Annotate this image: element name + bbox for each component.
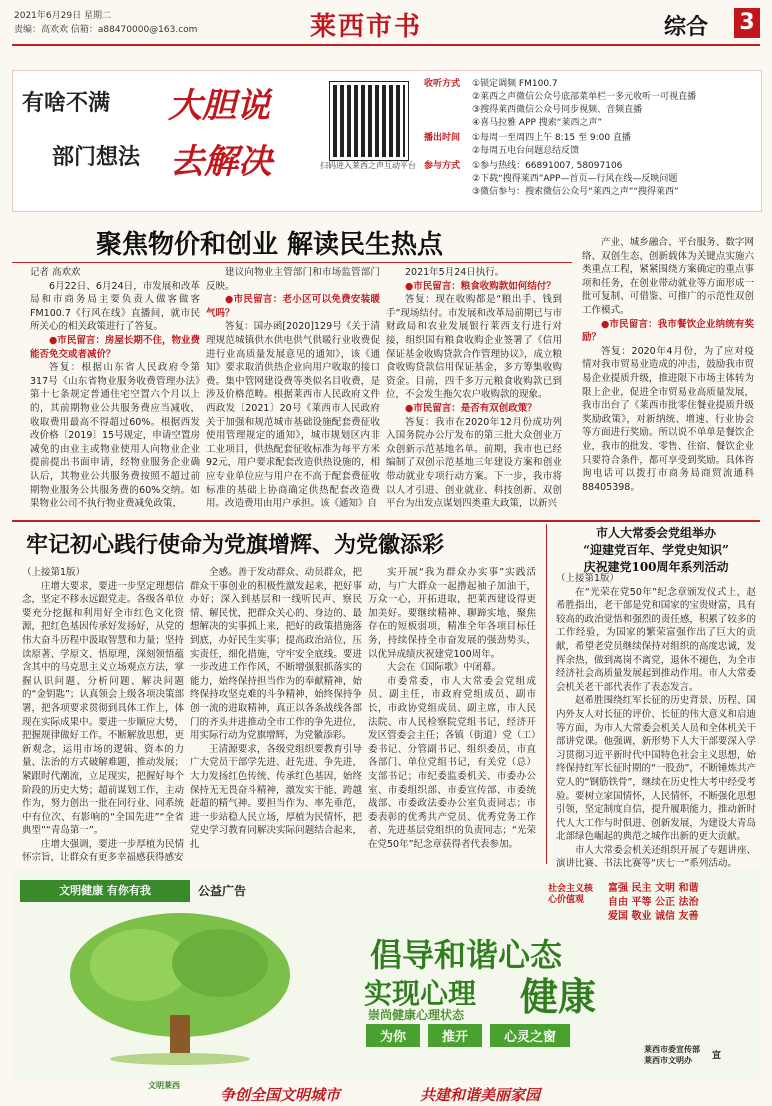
question: ●市民留言：是否有双创政策？: [405, 402, 537, 414]
ad-title3: 崇尚健康心理状态: [368, 1008, 465, 1022]
question: ●市民留言：房屋长期不住，物业费能否免交或者减价？: [30, 334, 200, 360]
core-values-row: 自由 平等 公正 法治: [608, 897, 699, 908]
ad-title2-emph: 健康: [520, 974, 597, 1019]
article1-col1: [30, 266, 200, 552]
listen-item: ②莱西之声微信公众号底部菜单栏一多元收听一可视直播: [472, 92, 697, 102]
footer-slogan2: 共建和谐美丽家园: [420, 1086, 541, 1104]
ad-slogan: [366, 1024, 570, 1047]
article3-body: [556, 572, 756, 870]
promo-line2-prefix: 部门想法: [52, 144, 141, 170]
tree-trunk: [170, 1015, 190, 1059]
masthead: 莱西市书: [310, 12, 423, 42]
ad-sponsor: 莱西市文明办: [644, 1056, 692, 1065]
paragraph: 大会在《国际歌》中闭幕。: [387, 662, 502, 674]
join-item: ①参与热线：66891007, 58097106: [472, 161, 623, 171]
time-item: ①每周一至周四上午 8:15 至 9:00 直播: [472, 133, 631, 143]
paragraph: 答复：2020年4月份，为了应对疫情对我市贸易业造成的冲击，鼓励我市贸易企业提质升级，推进限下市场主体转为限上企业，促进全市贸易业高质量发展，我市出台了《莱西市批零住餐业提质升级奖励政策》，对新纳统、增速、行业协会等方面进行奖励。所以说不单单是餐饮企业，我市的批发、零售、住宿、餐饮企业只要符合条件，都可享受到奖励。具体咨询电话可以拨打市商务局商贸流通科88405398。: [582, 345, 754, 493]
byline: 记者 高欢欢: [30, 267, 81, 278]
article3-headline: [556, 524, 756, 575]
question: ●市民留言：我市餐饮企业纳统有奖励？: [582, 318, 754, 344]
ad-slogan-word: 为你: [366, 1024, 420, 1047]
page-number: 3: [734, 8, 760, 38]
paragraph: 王清源要求，各级党组织要教育引导广大党员干部学先进、赶先进、争先进，大力发扬红色传统、传承红色基因，始终保持无无畏奋斗精神，激发实干能、跨越赶超的精气神。要担当作为、率先垂范，进一步站稳人民立场，厚植为民情怀，把党史学习教育同解决实际问题结合起来，扎: [190, 743, 362, 850]
paragraph: 答复：国办函[2020]129号《关于清理规范城镇供水供电供气供暖行业收费促进行业高质量发展意见的通知》，该《通知》要求取消供热企业向用户收取的接口费。集中管网建设费等类似名目收费，是涉及价格范畴。根据莱西市人民政府文件西政发〔2021〕20号《莱西市人民政府关于加强和规范城市基础设施配套费征收使用管理规定的通知》，城市规划区内非工业项目，供热配套征收标准为每平方米92元，用户要求配套改造供热设施的，相应专业单位应与用户在不高于配套费征收标准的基础上协商确定供热配套改造费用。改造费用由用户承担。该《通知》自: [206, 321, 380, 510]
section-title: 综合: [664, 15, 709, 40]
paragraph: 答复：根据山东省人民政府令第317号《山东省物业服务收费管理办法》第十七条规定普通住宅空置六个月以上的，其前期物业公共服务费应当减收，收取费用最高不得超过60%。根据西发改价格〔2019〕15号规定，申请空置房减免的由业主或物业使用人向物业企业提前提出书面申请，经物业服务企业确认后，其物业公共服务费按照不超过前期物业服务公共服务费的60%交纳。如果物业公司不执行物业费减免政策，: [30, 362, 200, 510]
paragraph: 市委常委，市人大常委会党组成员、副主任，市政府党组成员、副市长，市政协党组成员、副主席，市人民法院、市人民检察院党组书记，经济开发区管委会主任；各镇（街道）党（工）委书记、分管副书记、组织委员，市直各部门、单位党组书记，有关党（总）支部书记；市纪委监委机关、市委办公室、市委组织部、市委宣传部、市委统战部、市委政法委办公室负责同志；市委表彰的优秀共产党员、优秀党务工作者、先进基层党组织的负责同志；“光荣在党50年”纪念章获得者代表参加。: [368, 675, 536, 850]
paragraph: 6月22日、6月24日，市发展和改革局和市商务局主要负责人做客做客FM100.7《行风在线》直播间，就市民所关心的相关政策进行了答复。: [30, 280, 200, 333]
article3-headline-line2: “迎建党百年、学党史知识”: [583, 543, 729, 557]
paragraph: 答复：我市在2020年12月份成功列入国务院办公厅发布的第三批大众创业万众创新示范基地名单。前期，我市也已经编制了双创示范基地三年建设方案和创业带动就业专项行动方案。下一步，我市将以人才引进、创业就业、科技创新、双创平台为出发点谋划四类重大政策，以新兴: [386, 416, 562, 510]
time-label: 播出时间: [424, 133, 461, 143]
promo-line2-emph: 去解决: [170, 142, 272, 182]
promo-line1-emph: 大胆说: [168, 86, 270, 126]
ad-slogan-word: 心灵之窗: [490, 1024, 570, 1047]
ad-title1: 倡导和谐心态: [370, 936, 563, 974]
ad-sponsors: [644, 1044, 700, 1066]
time-item: ②每周五电台问题总结反馈: [472, 146, 580, 156]
qr-code[interactable]: [330, 82, 408, 160]
article1-col2: [206, 266, 380, 552]
listen-item: ④喜马拉雅 APP 搜索“莱西之声”: [472, 118, 603, 128]
paragraph: 答复：现在收购都是“粮出手、钱到手”现场结付。市发展和改革局前期已与市财政局和农业发展银行莱西支行进行对接，组织国有粮食收购企业签署了《信用保证基金收购贷款合作管理协议》，成立粮食收购贷款信用保证基金，多方筹集收购资金。目前，四千多万元粮食收购款已到位，不会发生拖欠农户收购款的现象。: [386, 294, 562, 401]
paragraph: 庄增大强调，要进一步厚植为民情怀宗旨，让群众有更多幸福感获得感安: [22, 838, 184, 864]
promo-info: [424, 78, 754, 199]
continued-note: （上接第1版）: [22, 567, 86, 578]
footer-logo: 文明莱西: [148, 1081, 180, 1090]
question: ●市民留言：粮食收购款如何结付？: [405, 280, 556, 292]
join-label: 参与方式: [424, 161, 461, 171]
paragraph: 庄增大要求，要进一步坚定理想信念，坚定不移永远跟党走。各级各单位要充分挖掘和利用好全市红色文化资源，把红色基因传承好发扬好，从党的伟大奋斗历程中汲取智慧和力量；坚持读原著、学原文、悟原理，深刻领悟蕴含其中的马克思主义立场观点方法，掌握认识问题、分析问题、解决问题的“金钥匙”；认真领会上级各项决策部署，把各项要求贯彻到具体工作上，体现在实际成果中。要进一步顺应大势，把握规律做好工作。不断解放思想，更新观念，运用市场的逻辑、资本的力量、法治的方式破解难题，推动发展；紧跟时代潮流，立足现实，把握好每个阶段的历史大势；超前谋划工作，主动作为，努力创出一批在同行业、同系统中有位次、有影响的“全国先进”“全省典型”“青岛第一”。: [22, 580, 184, 837]
paragraph: 市人大常委会机关还组织开展了专题讲座、演讲比赛、书法比赛等“庆七一”系列活动。: [556, 844, 756, 870]
article3-headline-line3: 庆祝建党100周年系列活动: [583, 560, 729, 574]
core-values-row: 富强 民主 文明 和谐: [608, 883, 699, 894]
article1-headline: 聚焦物价和创业 解读民生热点: [96, 230, 444, 260]
tree-illustration: [30, 905, 330, 1065]
ad-tag: 文明健康 有你有我: [20, 880, 190, 902]
paragraph: 在“光荣在党50年”纪念章颁发仪式上，赵希胜指出，老干部是党和国家的宝贵财富，具有较高的政治觉悟和强烈的责任感，积累了较多的工作经验，为国家的繁荣富强作出了巨大的贡献，希望老党员继续保持对组织的高度忠诚，发挥余热，做到离岗不离党，退休不褪色，为全市经济社会高质量发展起到推动作用。市人大常委会机关老干部代表作了表态发言。: [556, 586, 756, 693]
listen-item: ①锁定调频 FM100.7: [472, 79, 558, 89]
paragraph: 产业、城乡融合、平台服务、数字网络、双创生态、创新载体为关键点实施六类重点工程，紧紧围绕方案确定的重点事项和任务，在创业带动就业等方面形成一批可复制、可借鉴、可推广的示范性双创工作模式。: [582, 237, 754, 316]
ad-tag2: 公益广告: [198, 884, 247, 898]
article2-headline: 牢记初心践行使命为党旗增辉、为党徽添彩: [26, 532, 445, 558]
tree-ground: [110, 1053, 250, 1065]
footer-slogan1: 争创全国文明城市: [220, 1086, 341, 1104]
header-rule: [12, 44, 760, 46]
article2-col1: [22, 566, 184, 866]
ad-sponsor-suffix: 宣: [712, 1051, 722, 1061]
paragraph: 建议向物业主管部门和市场监管部门反映。: [206, 267, 380, 292]
editor-info: 责编：高欢欢 信箱：a88470000@163.com: [14, 25, 198, 35]
paragraph: 2021年5月24日执行。: [405, 267, 505, 278]
question: ●市民留言：老小区可以免费安装暖气吗？: [206, 294, 380, 319]
listen-item: ③搜得莱西微信公众号同步视频、音频直播: [472, 105, 643, 115]
paragraph: 全感。善于发动群众、动员群众，把群众干事创业的积极性激发起来，把好事办好；深入到基层和一线听民声、察民情、解民忧，把群众关心的、身边的、最想解决的实事抓上来，把好的政策措施落到底，办好民生实事；提高政治站位，压实责任，细化措施，守牢安全底线。要进一步改进工作作风，不断增强狠抓落实的能力，始终保持担当作为的奉献精神，始终保持攻坚克难的斗争精神，始终保持争创一流的进取精神，真正以各条战线各部门的齐头并进推动全市工作的争先进位，用实际行动为党旗增辉，为党徽添彩。: [190, 567, 362, 742]
listen-label: 收听方式: [424, 79, 461, 89]
section-rule: [12, 520, 760, 522]
issue-date: 2021年6月29日 星期二: [14, 11, 111, 21]
join-item: ③微信参与：搜索微信公众号“莱西之声”“搜得莱西”: [472, 187, 679, 197]
core-values-label: 社会主义核心价值观: [548, 884, 594, 905]
ad-title2: 实现心理: [364, 977, 477, 1010]
article3-headline-line1: 市人大常委会党组举办: [595, 526, 716, 540]
article1-col4: [582, 236, 754, 493]
tree-canopy-shadow: [172, 929, 268, 997]
join-item: ②下载“搜得莱西”APP—首页—行风在线—反映问题: [472, 174, 678, 184]
article2-col2: [190, 566, 362, 866]
article2-col3: [368, 566, 536, 866]
article1-col3: [386, 240, 562, 552]
paragraph: 赵希胜围绕红军长征的历史背景、历程、国内外友人对长征的评价、长征的伟大意义和启迪等方面，为市人大常委会机关人员和全体机关干部讲党课。他强调，新形势下人大干部要深入学习贯彻习近平新时代中国特色社会主义思想，始终保持红军长征时期的“一股劲”，不断锤炼共产党人的“钢筋铁骨”，继续在历史性大考中经受考验。要树立家国情怀，人民情怀，不断强化思想引领，坚定制度自信，提升履职能力，推动新时代人大工作与时俱进、创新发展，为建设大青岛北部绿色崛起的典范之城作出新的更大贡献。: [556, 695, 756, 843]
continued-note: （上接第1版）: [556, 573, 620, 584]
ad-sponsor: 莱西市委宣传部: [644, 1045, 700, 1054]
core-values-row: 爱国 敬业 诚信 友善: [608, 911, 699, 922]
promo-line1-prefix: 有啥不满: [22, 90, 111, 116]
column-divider: [546, 524, 547, 864]
core-values: [608, 882, 698, 924]
paragraph: 实开展“我为群众办实事”实践活动，与广大群众一起撸起袖子加油干，万众一心，开拓进取，把莱西建设得更加美好。要继续精神、聊蹄实地，聚焦存在的短板弱项，精准全年各项目标任务，持续保持全市奋发展的强劲势头，以优异成绩庆祝建党100周年。: [368, 567, 536, 660]
qr-caption: 扫码进入莱西之声互动平台: [320, 161, 416, 170]
ad-slogan-word: 推开: [428, 1024, 482, 1047]
